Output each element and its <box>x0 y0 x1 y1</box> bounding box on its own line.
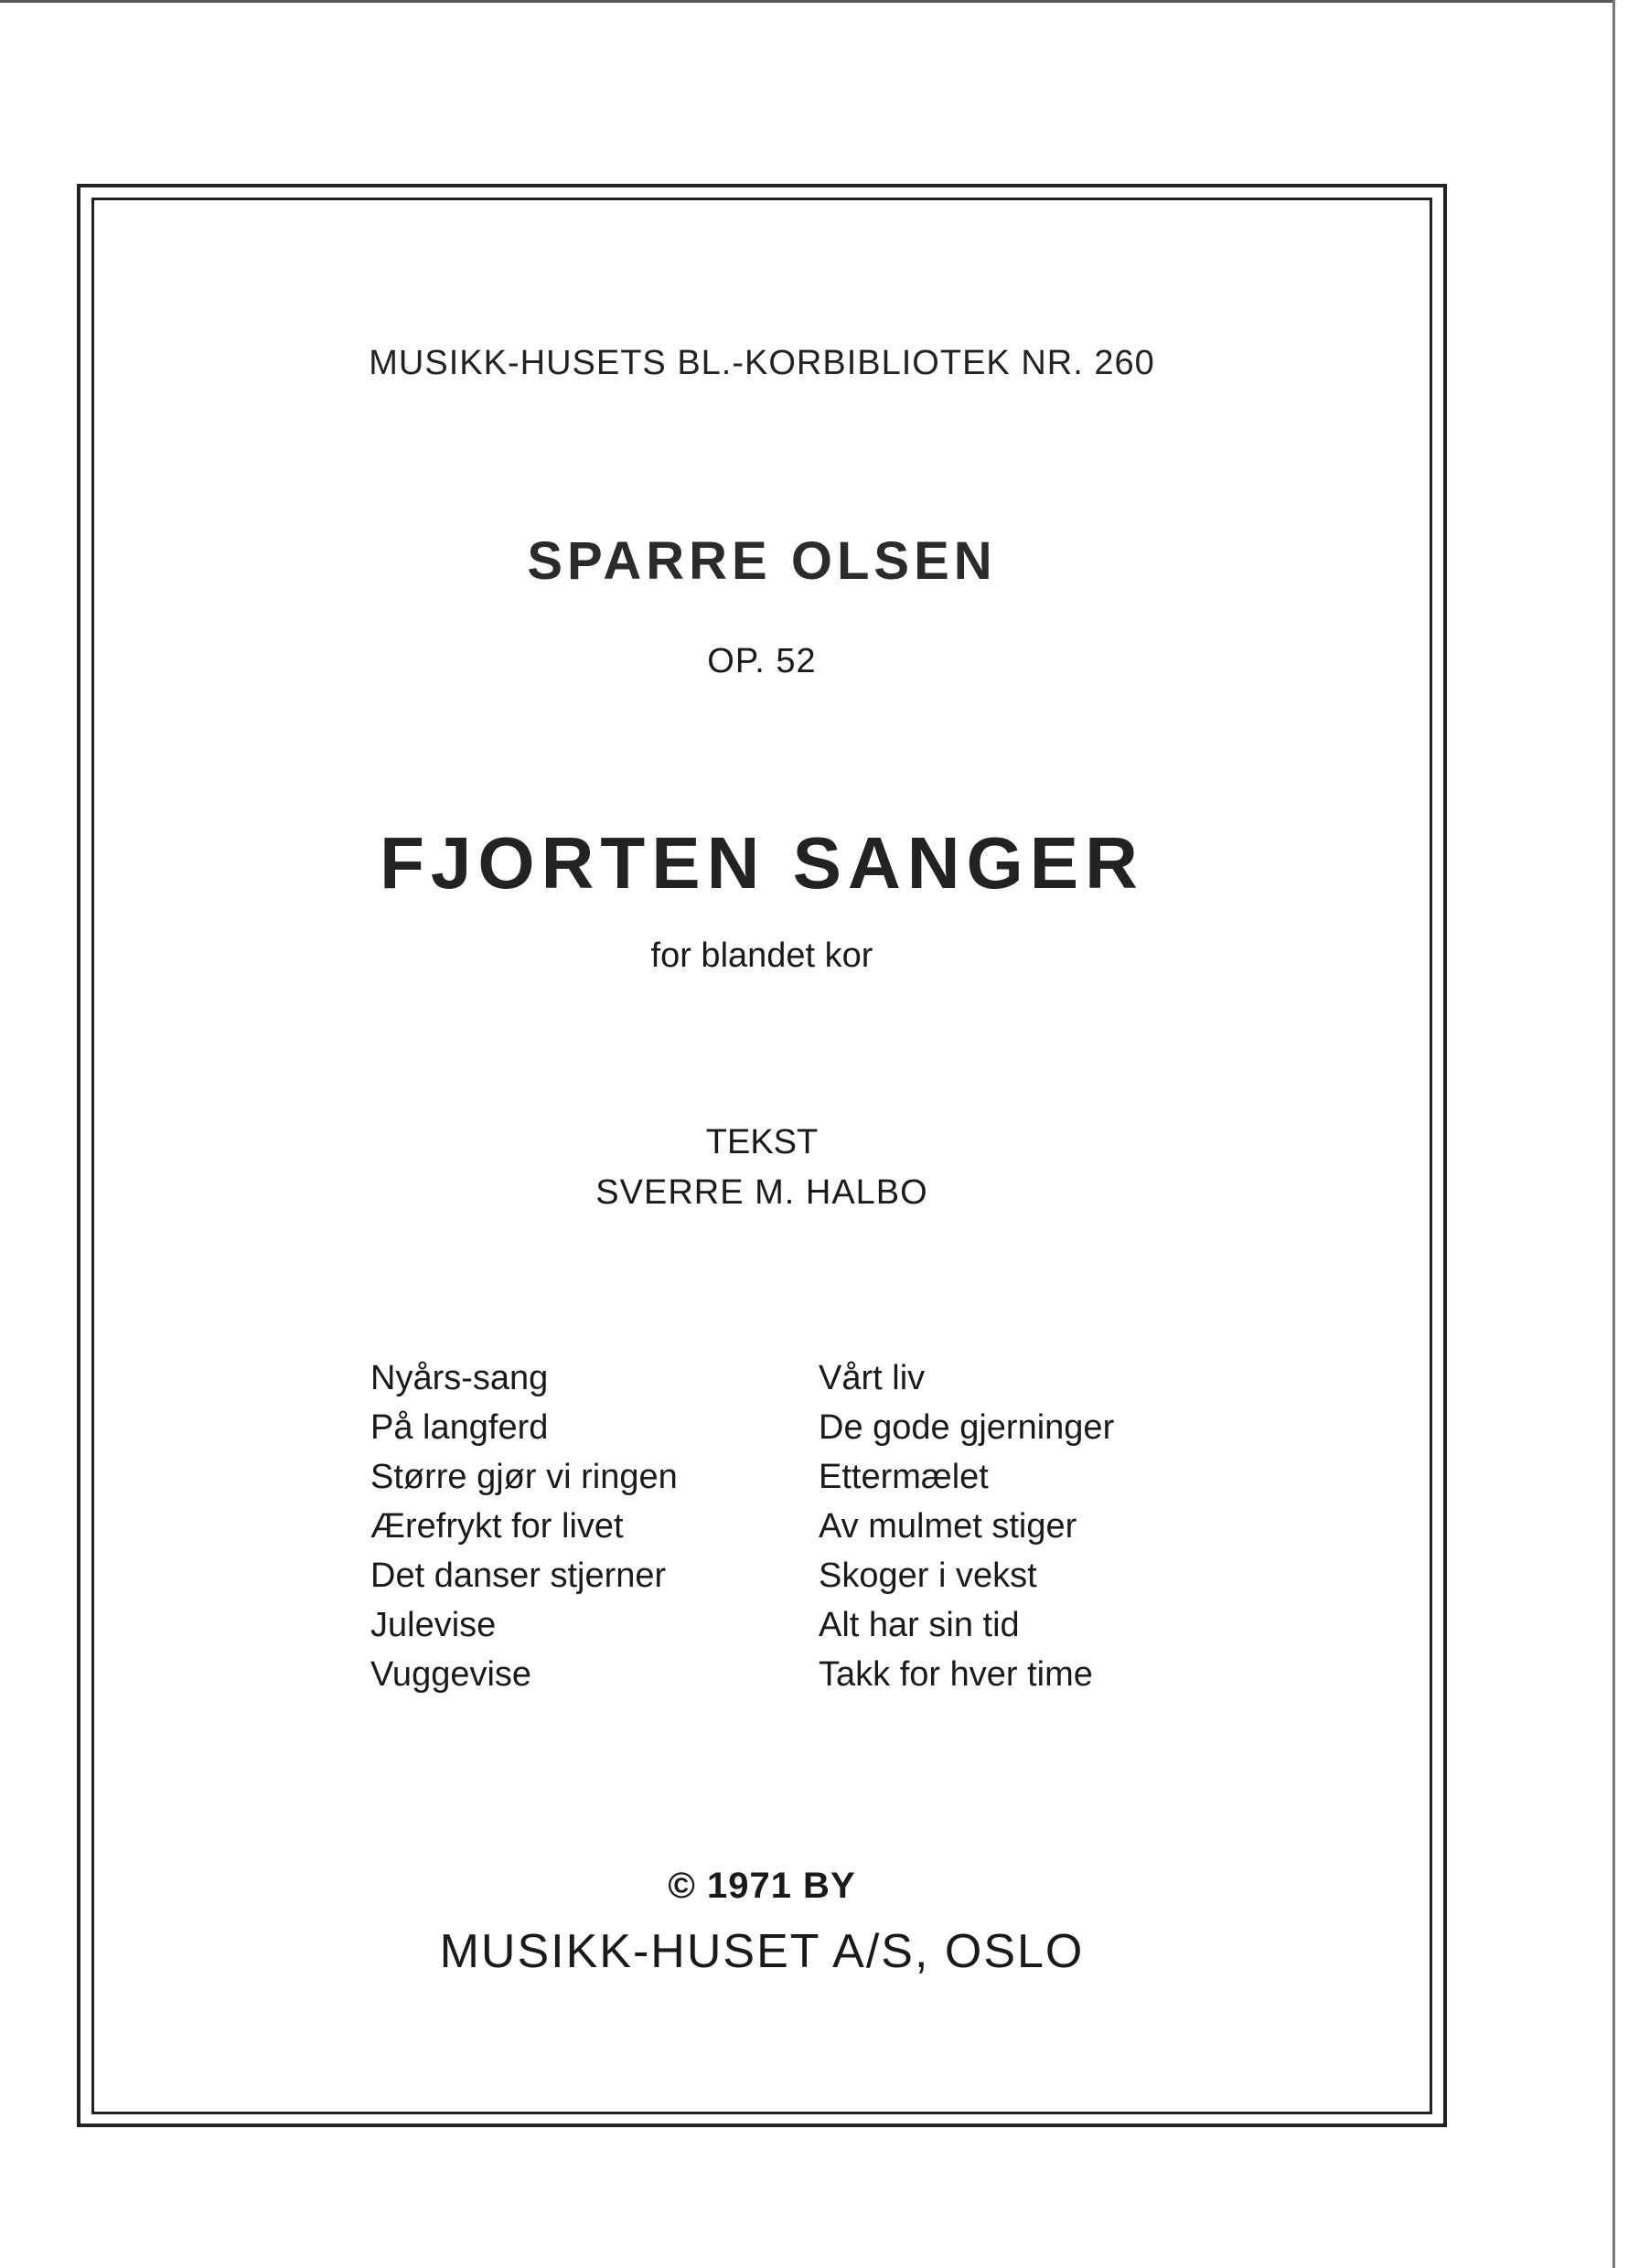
song-title: Ærefrykt for livet <box>370 1507 624 1546</box>
song-title: Skoger i vekst <box>819 1557 1037 1595</box>
series-line: MUSIKK-HUSETS BL.-KORBIBLIOTEK NR. 260 <box>369 344 1155 382</box>
lyricist-name: SVERRE M. HALBO <box>595 1173 928 1212</box>
song-title: Det danser stjerner <box>370 1557 667 1595</box>
song-title: Takk for hver time <box>819 1655 1093 1694</box>
song-title: Julevise <box>370 1606 497 1644</box>
song-title: Større gjør vi ringen <box>370 1458 678 1496</box>
song-title: Vuggevise <box>370 1655 532 1694</box>
song-title: De gode gjerninger <box>819 1408 1115 1447</box>
scan-edge-top <box>0 0 1614 3</box>
page-title: FJORTEN SANGER <box>380 822 1144 904</box>
scan-edge-right <box>1612 0 1615 2268</box>
copyright-line: © 1971 BY <box>668 1866 856 1906</box>
composer-name: SPARRE OLSEN <box>527 531 997 591</box>
song-title: Alt har sin tid <box>819 1606 1020 1644</box>
song-title: Av mulmet stiger <box>819 1507 1077 1546</box>
subtitle: for blandet kor <box>650 936 873 975</box>
song-title: Vårt liv <box>819 1359 926 1397</box>
song-list-right <box>819 1353 1114 1699</box>
song-title: Nyårs-sang <box>370 1359 549 1397</box>
publisher-name: MUSIKK-HUSET A/S, OSLO <box>439 1925 1085 1978</box>
text-credit-label: TEKST <box>705 1123 819 1161</box>
opus-number: OP. 52 <box>707 642 817 680</box>
song-list-left <box>370 1353 678 1699</box>
song-title: På langferd <box>370 1408 549 1447</box>
song-title: Ettermælet <box>819 1458 989 1496</box>
